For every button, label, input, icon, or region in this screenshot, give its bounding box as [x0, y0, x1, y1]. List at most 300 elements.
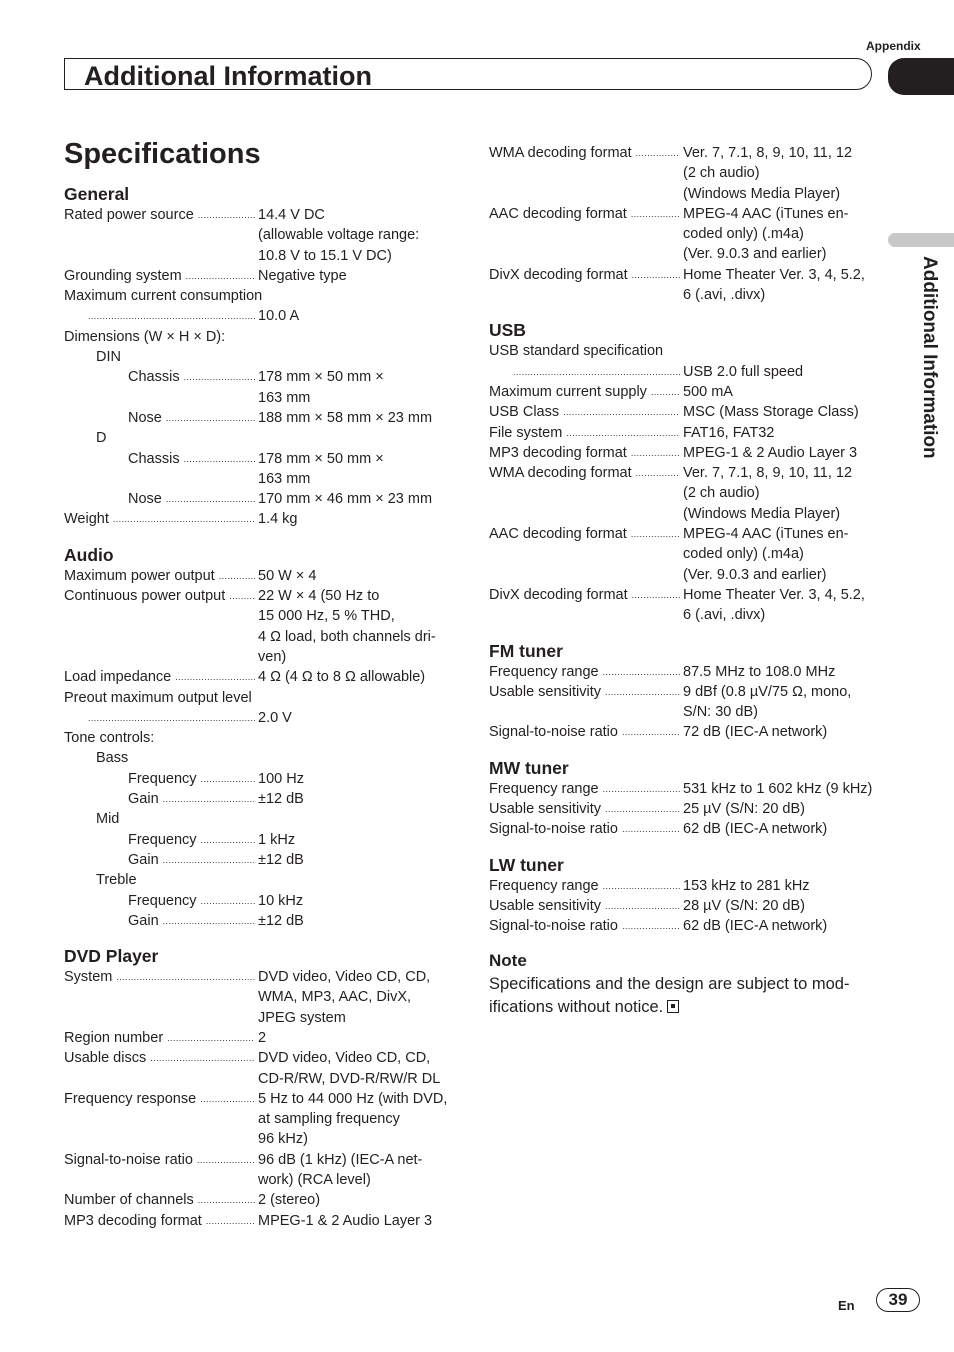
spec-label: Region number: [64, 1029, 164, 1046]
spec-label-cell: [489, 524, 683, 544]
dot-leader: [198, 205, 255, 225]
spec-label: Usable sensitivity: [489, 897, 602, 914]
spec-row: [489, 819, 889, 839]
note-heading: Note: [489, 950, 527, 970]
spec-value: ±12 dB: [258, 912, 304, 929]
spec-value: coded only) (.m4a): [683, 226, 804, 243]
spec-row: [489, 362, 889, 382]
spec-label-cell: [64, 987, 258, 1007]
spec-label-cell: [128, 830, 258, 850]
spec-label-cell: [128, 367, 258, 387]
spec-label: Frequency: [128, 770, 197, 787]
spec-label-cell: [489, 402, 683, 422]
spec-value: 50 W × 4: [258, 567, 317, 584]
spec-label-cell: [489, 565, 683, 585]
spec-label: Frequency range: [489, 877, 599, 894]
spec-label-cell: [489, 163, 683, 183]
spec-label-cell: [128, 769, 258, 789]
spec-value: WMA, MP3, AAC, DivX,: [258, 989, 412, 1006]
dot-leader: [206, 1211, 255, 1231]
spec-value: USB 2.0 full speed: [683, 363, 804, 380]
left-column: [64, 183, 464, 1231]
spec-label-cell: [489, 722, 683, 742]
spec-label-cell: [64, 1150, 258, 1170]
spec-label: Frequency response: [64, 1090, 197, 1107]
spec-label-cell: [128, 449, 258, 469]
spec-label-cell: [64, 225, 258, 245]
spec-label-cell: [489, 443, 683, 463]
spec-value: work) (RCA level): [258, 1172, 371, 1189]
dot-leader: [636, 143, 680, 163]
spec-value: DVD video, Video CD, CD,: [258, 969, 431, 986]
spec-value: 153 kHz to 281 kHz: [683, 877, 810, 894]
spec-row: [64, 967, 464, 987]
spec-label-cell: [489, 896, 683, 916]
dot-leader: [513, 362, 680, 382]
spec-label-cell: [128, 891, 258, 911]
dot-leader: [175, 667, 255, 687]
spec-row: [489, 682, 889, 702]
spec-label: Nose: [128, 491, 162, 508]
spec-label-cell: [84, 306, 258, 326]
spec-value: MPEG-1 & 2 Audio Layer 3: [683, 444, 858, 461]
spec-label-cell: [84, 708, 258, 728]
spec-label: Signal-to-noise ratio: [489, 724, 618, 741]
spec-value: DVD video, Video CD, CD,: [258, 1050, 431, 1067]
spec-row: [489, 544, 889, 564]
spec-row: [489, 463, 889, 483]
spec-row: [64, 606, 464, 626]
spec-label-cell: [64, 1008, 258, 1028]
spec-label: Chassis: [128, 450, 180, 467]
spec-label-cell: [489, 799, 683, 819]
spec-label: Weight: [64, 511, 109, 528]
spec-value: Home Theater Ver. 3, 4, 5.2,: [683, 586, 865, 603]
spec-label-cell: [64, 1028, 258, 1048]
spec-label: Chassis: [128, 369, 180, 386]
spec-label: USB standard specification: [489, 343, 664, 360]
spec-label-cell: [64, 967, 258, 987]
spec-label: Usable sensitivity: [489, 683, 602, 700]
spec-label-cell: [64, 1109, 258, 1129]
spec-row: [489, 605, 889, 625]
spec-label: Continuous power output: [64, 588, 226, 605]
spec-value: (allowable voltage range:: [258, 227, 420, 244]
dot-leader: [88, 306, 255, 326]
spec-label-cell: [489, 184, 683, 204]
spec-value: 28 µV (S/N: 20 dB): [683, 897, 805, 914]
language-label: En: [838, 1298, 855, 1313]
dot-leader: [605, 799, 680, 819]
spec-row: [64, 509, 464, 529]
dot-leader: [163, 850, 255, 870]
spec-row: [64, 1048, 464, 1068]
spec-row: [64, 647, 464, 667]
spec-value: 14.4 V DC: [258, 207, 325, 223]
spec-label-cell: [64, 667, 258, 687]
spec-row: [64, 1211, 464, 1231]
spec-row: [64, 388, 464, 408]
spec-value: (2 ch audio): [683, 165, 760, 182]
spec-value: (Windows Media Player): [683, 505, 841, 522]
spec-value: MSC (Mass Storage Class): [683, 404, 859, 421]
spec-label-cell: [489, 585, 683, 605]
spec-row: [489, 662, 889, 682]
section-heading: FM tuner: [489, 640, 563, 661]
spec-label-cell: [64, 1190, 258, 1210]
spec-label-cell: [64, 246, 258, 266]
dot-leader: [167, 1028, 255, 1048]
spec-label-cell: [489, 916, 683, 936]
spec-value: (2 ch audio): [683, 485, 760, 502]
spec-label-cell: [64, 1211, 258, 1231]
spec-value: 188 mm × 58 mm × 23 mm: [258, 409, 433, 426]
spec-label: Frequency: [128, 831, 197, 848]
spec-value: 100 Hz: [258, 770, 304, 787]
section-heading: MW tuner: [489, 757, 569, 778]
dot-leader: [201, 891, 255, 911]
spec-label-cell: [64, 266, 258, 286]
spec-label-cell: [489, 204, 683, 224]
page-number: 39: [876, 1288, 920, 1312]
spec-row: [489, 483, 889, 503]
section-heading: DVD Player: [64, 946, 159, 967]
spec-label-cell: [489, 285, 683, 305]
page-title: Specifications: [64, 138, 261, 170]
spec-row: [489, 585, 889, 605]
spec-row: [489, 423, 889, 443]
spec-label: USB Class: [489, 404, 560, 421]
spec-label-cell: [128, 911, 258, 931]
spec-row: [64, 708, 464, 728]
spec-row: [64, 246, 464, 266]
spec-row: [64, 469, 464, 489]
spec-value: 1 kHz: [258, 831, 296, 848]
spec-label-cell: [64, 627, 258, 647]
dot-leader: [566, 423, 680, 443]
spec-label-cell: [64, 509, 258, 529]
spec-label-cell: [128, 408, 258, 428]
spec-value: Home Theater Ver. 3, 4, 5.2,: [683, 266, 865, 283]
spec-value: 15 000 Hz, 5 % THD,: [258, 608, 395, 625]
spec-row: [489, 896, 889, 916]
spec-value: 96 kHz): [258, 1131, 308, 1148]
spec-label-cell: [489, 544, 683, 564]
spec-label: Load impedance: [64, 669, 172, 686]
spec-value: 6 (.avi, .divx): [683, 607, 766, 624]
spec-label: DIN: [96, 349, 121, 366]
spec-value: 22 W × 4 (50 Hz to: [258, 588, 380, 605]
spec-row: [489, 876, 889, 896]
section-heading: USB: [489, 320, 526, 341]
spec-label: Usable sensitivity: [489, 801, 602, 818]
dot-leader: [632, 585, 680, 605]
spec-label-cell: [64, 1129, 258, 1149]
spec-label-cell: [64, 586, 258, 606]
dot-leader: [651, 382, 680, 402]
section-title: Additional Information: [84, 61, 372, 91]
side-section-label: Additional Information: [919, 256, 940, 459]
spec-label: Maximum current consumption: [64, 288, 263, 305]
spec-row: [489, 143, 889, 163]
dot-leader: [631, 524, 680, 544]
spec-row: [489, 799, 889, 819]
spec-row: [64, 627, 464, 647]
spec-label-cell: [64, 1089, 258, 1109]
spec-row: [64, 789, 464, 809]
spec-label: Dimensions (W × H × D):: [64, 328, 226, 345]
spec-label: Signal-to-noise ratio: [64, 1151, 193, 1168]
spec-value: 2.0 V: [258, 709, 292, 726]
spec-label-cell: [64, 1069, 258, 1089]
spec-value: JPEG system: [258, 1009, 346, 1026]
spec-value: 163 mm: [258, 470, 311, 487]
dot-leader: [197, 1150, 255, 1170]
spec-label: AAC decoding format: [489, 205, 627, 222]
spec-label-cell: [489, 382, 683, 402]
spec-value: 10.8 V to 15.1 V DC): [258, 247, 392, 264]
dot-leader: [605, 896, 680, 916]
spec-value: (Windows Media Player): [683, 185, 841, 202]
spec-row: [489, 504, 889, 524]
dot-leader: [200, 1089, 255, 1109]
spec-row: [489, 184, 889, 204]
spec-row: [489, 916, 889, 936]
note-body: Specifications and the design are subject to mod-ifications without notice.: [489, 974, 850, 1016]
spec-label: Gain: [128, 912, 159, 929]
spec-row: [489, 285, 889, 305]
spec-label: Maximum current supply: [489, 383, 647, 400]
spec-label: Frequency range: [489, 663, 599, 680]
spec-row: [64, 266, 464, 286]
spec-label: Rated power source: [64, 207, 194, 223]
spec-value: FAT16, FAT32: [683, 424, 775, 441]
dot-leader: [116, 967, 255, 987]
spec-label: Frequency: [128, 892, 197, 909]
spec-row: [489, 382, 889, 402]
spec-row: [64, 367, 464, 387]
spec-label: Tone controls:: [64, 730, 155, 747]
spec-label: Gain: [128, 791, 159, 808]
spec-label-cell: [489, 244, 683, 264]
spec-label-cell: [489, 779, 683, 799]
spec-label-cell: [489, 605, 683, 625]
spec-label-cell: [64, 647, 258, 667]
spec-label-cell: [128, 850, 258, 870]
spec-label-cell: [64, 1170, 258, 1190]
spec-value: 96 dB (1 kHz) (IEC-A net-: [258, 1151, 423, 1168]
spec-label-cell: [489, 504, 683, 524]
spec-row: [64, 306, 464, 326]
dot-leader: [603, 876, 680, 896]
spec-value: 163 mm: [258, 389, 311, 406]
spec-row: [64, 566, 464, 586]
spec-value: 72 dB (IEC-A network): [683, 724, 828, 741]
spec-row: [489, 402, 889, 422]
side-tab-marker: [888, 233, 954, 247]
spec-label-cell: [489, 819, 683, 839]
spec-row: [489, 265, 889, 285]
spec-value: 62 dB (IEC-A network): [683, 918, 828, 935]
dot-leader: [113, 509, 255, 529]
spec-label: Bass: [96, 750, 129, 767]
dot-leader: [622, 722, 680, 742]
spec-value: 25 µV (S/N: 20 dB): [683, 801, 805, 818]
spec-value: 9 dBf (0.8 µV/75 Ω, mono,: [683, 683, 852, 700]
spec-row: [64, 1190, 464, 1210]
spec-value: 10.0 A: [258, 308, 300, 325]
spec-label-cell: [489, 423, 683, 443]
spec-value: 5 Hz to 44 000 Hz (with DVD,: [258, 1090, 448, 1107]
spec-value: 10 kHz: [258, 892, 304, 909]
spec-row: [489, 565, 889, 585]
spec-label: System: [64, 969, 113, 986]
spec-value: ±12 dB: [258, 851, 304, 868]
spec-value: 62 dB (IEC-A network): [683, 821, 828, 838]
spec-label: DivX decoding format: [489, 586, 628, 603]
spec-value: 87.5 MHz to 108.0 MHz: [683, 663, 836, 680]
spec-row: [489, 443, 889, 463]
spec-row: [489, 779, 889, 799]
dot-leader: [198, 1190, 255, 1210]
spec-label-cell: [128, 789, 258, 809]
appendix-label: Appendix: [866, 39, 921, 53]
dot-leader: [632, 265, 680, 285]
spec-row: [64, 1089, 464, 1109]
spec-row: [64, 489, 464, 509]
spec-value: ven): [258, 648, 287, 665]
spec-row: [64, 205, 464, 225]
spec-label: Usable discs: [64, 1050, 147, 1067]
spec-row: [64, 667, 464, 687]
spec-label-cell: [64, 566, 258, 586]
spec-row: [64, 850, 464, 870]
end-mark-icon: [667, 1000, 679, 1013]
spec-value: Negative type: [258, 267, 347, 284]
spec-label: Maximum power output: [64, 567, 215, 584]
spec-label: Number of channels: [64, 1192, 194, 1209]
spec-label-cell: [489, 483, 683, 503]
spec-value: 2 (stereo): [258, 1192, 321, 1209]
spec-label: Signal-to-noise ratio: [489, 821, 618, 838]
spec-value: 531 kHz to 1 602 kHz (9 kHz): [683, 780, 873, 797]
spec-value: 4 Ω load, both channels dri-: [258, 628, 436, 645]
dot-leader: [166, 489, 255, 509]
dot-leader: [622, 916, 680, 936]
dot-leader: [163, 911, 255, 931]
spec-row: [64, 225, 464, 245]
spec-label-cell: [489, 265, 683, 285]
spec-value: CD-R/RW, DVD-R/RW/R DL: [258, 1070, 441, 1087]
spec-row: [64, 1150, 464, 1170]
spec-row: [489, 204, 889, 224]
section-heading: LW tuner: [489, 854, 564, 875]
spec-value: 6 (.avi, .divx): [683, 287, 766, 304]
right-specs: [489, 143, 889, 937]
spec-value: (Ver. 9.0.3 and earlier): [683, 566, 827, 583]
spec-label: Treble: [96, 872, 137, 889]
spec-value: 2: [258, 1029, 267, 1046]
spec-row: [489, 244, 889, 264]
spec-label: Nose: [128, 409, 162, 426]
spec-label: DivX decoding format: [489, 266, 628, 283]
spec-label: Preout maximum output level: [64, 689, 252, 706]
dot-leader: [186, 266, 255, 286]
section-heading: Audio: [64, 544, 114, 565]
spec-row: [489, 163, 889, 183]
spec-value: MPEG-4 AAC (iTunes en-: [683, 205, 849, 222]
chapter-tab: [888, 58, 954, 95]
spec-value: 1.4 kg: [258, 511, 298, 528]
spec-label: Grounding system: [64, 267, 182, 284]
spec-label-cell: [489, 463, 683, 483]
spec-value: MPEG-4 AAC (iTunes en-: [683, 526, 849, 543]
spec-value: MPEG-1 & 2 Audio Layer 3: [258, 1212, 433, 1229]
spec-row: [64, 911, 464, 931]
spec-label: Frequency range: [489, 780, 599, 797]
spec-row: [64, 1109, 464, 1129]
spec-row: [64, 1129, 464, 1149]
spec-row: [64, 769, 464, 789]
spec-row: [64, 1069, 464, 1089]
spec-label-cell: [489, 876, 683, 896]
spec-value: coded only) (.m4a): [683, 546, 804, 563]
spec-row: [64, 586, 464, 606]
dot-leader: [88, 708, 255, 728]
dot-leader: [603, 779, 680, 799]
spec-row: [64, 1170, 464, 1190]
spec-label: Signal-to-noise ratio: [489, 918, 618, 935]
dot-leader: [622, 819, 680, 839]
spec-row: [489, 224, 889, 244]
spec-label-cell: [64, 606, 258, 626]
spec-label: WMA decoding format: [489, 145, 632, 161]
spec-label-cell: [489, 682, 683, 702]
spec-row: [64, 1028, 464, 1048]
spec-label-cell: [489, 224, 683, 244]
spec-value: 500 mA: [683, 383, 733, 400]
dot-leader: [150, 1048, 255, 1068]
spec-label-cell: [509, 362, 683, 382]
spec-value: S/N: 30 dB): [683, 704, 758, 721]
spec-row: [64, 987, 464, 1007]
spec-label: Mid: [96, 811, 120, 828]
dot-leader: [631, 443, 680, 463]
dot-leader: [603, 662, 680, 682]
spec-value: Ver. 7, 7.1, 8, 9, 10, 11, 12: [683, 465, 853, 482]
spec-label-cell: [64, 1048, 258, 1068]
spec-label: MP3 decoding format: [489, 444, 627, 461]
dot-leader: [201, 830, 255, 850]
spec-label: D: [96, 430, 107, 447]
dot-leader: [219, 566, 255, 586]
spec-value: 178 mm × 50 mm ×: [258, 369, 384, 386]
dot-leader: [163, 789, 255, 809]
right-column: [489, 143, 889, 1019]
spec-row: [64, 408, 464, 428]
spec-row: [64, 891, 464, 911]
spec-label-cell: [128, 388, 258, 408]
dot-leader: [636, 463, 680, 483]
dot-leader: [229, 586, 255, 606]
section-heading: General: [64, 184, 130, 204]
dot-leader: [184, 449, 255, 469]
dot-leader: [563, 402, 680, 422]
dot-leader: [201, 769, 255, 789]
spec-label: WMA decoding format: [489, 465, 632, 482]
spec-label-cell: [128, 489, 258, 509]
spec-value: (Ver. 9.0.3 and earlier): [683, 246, 827, 263]
